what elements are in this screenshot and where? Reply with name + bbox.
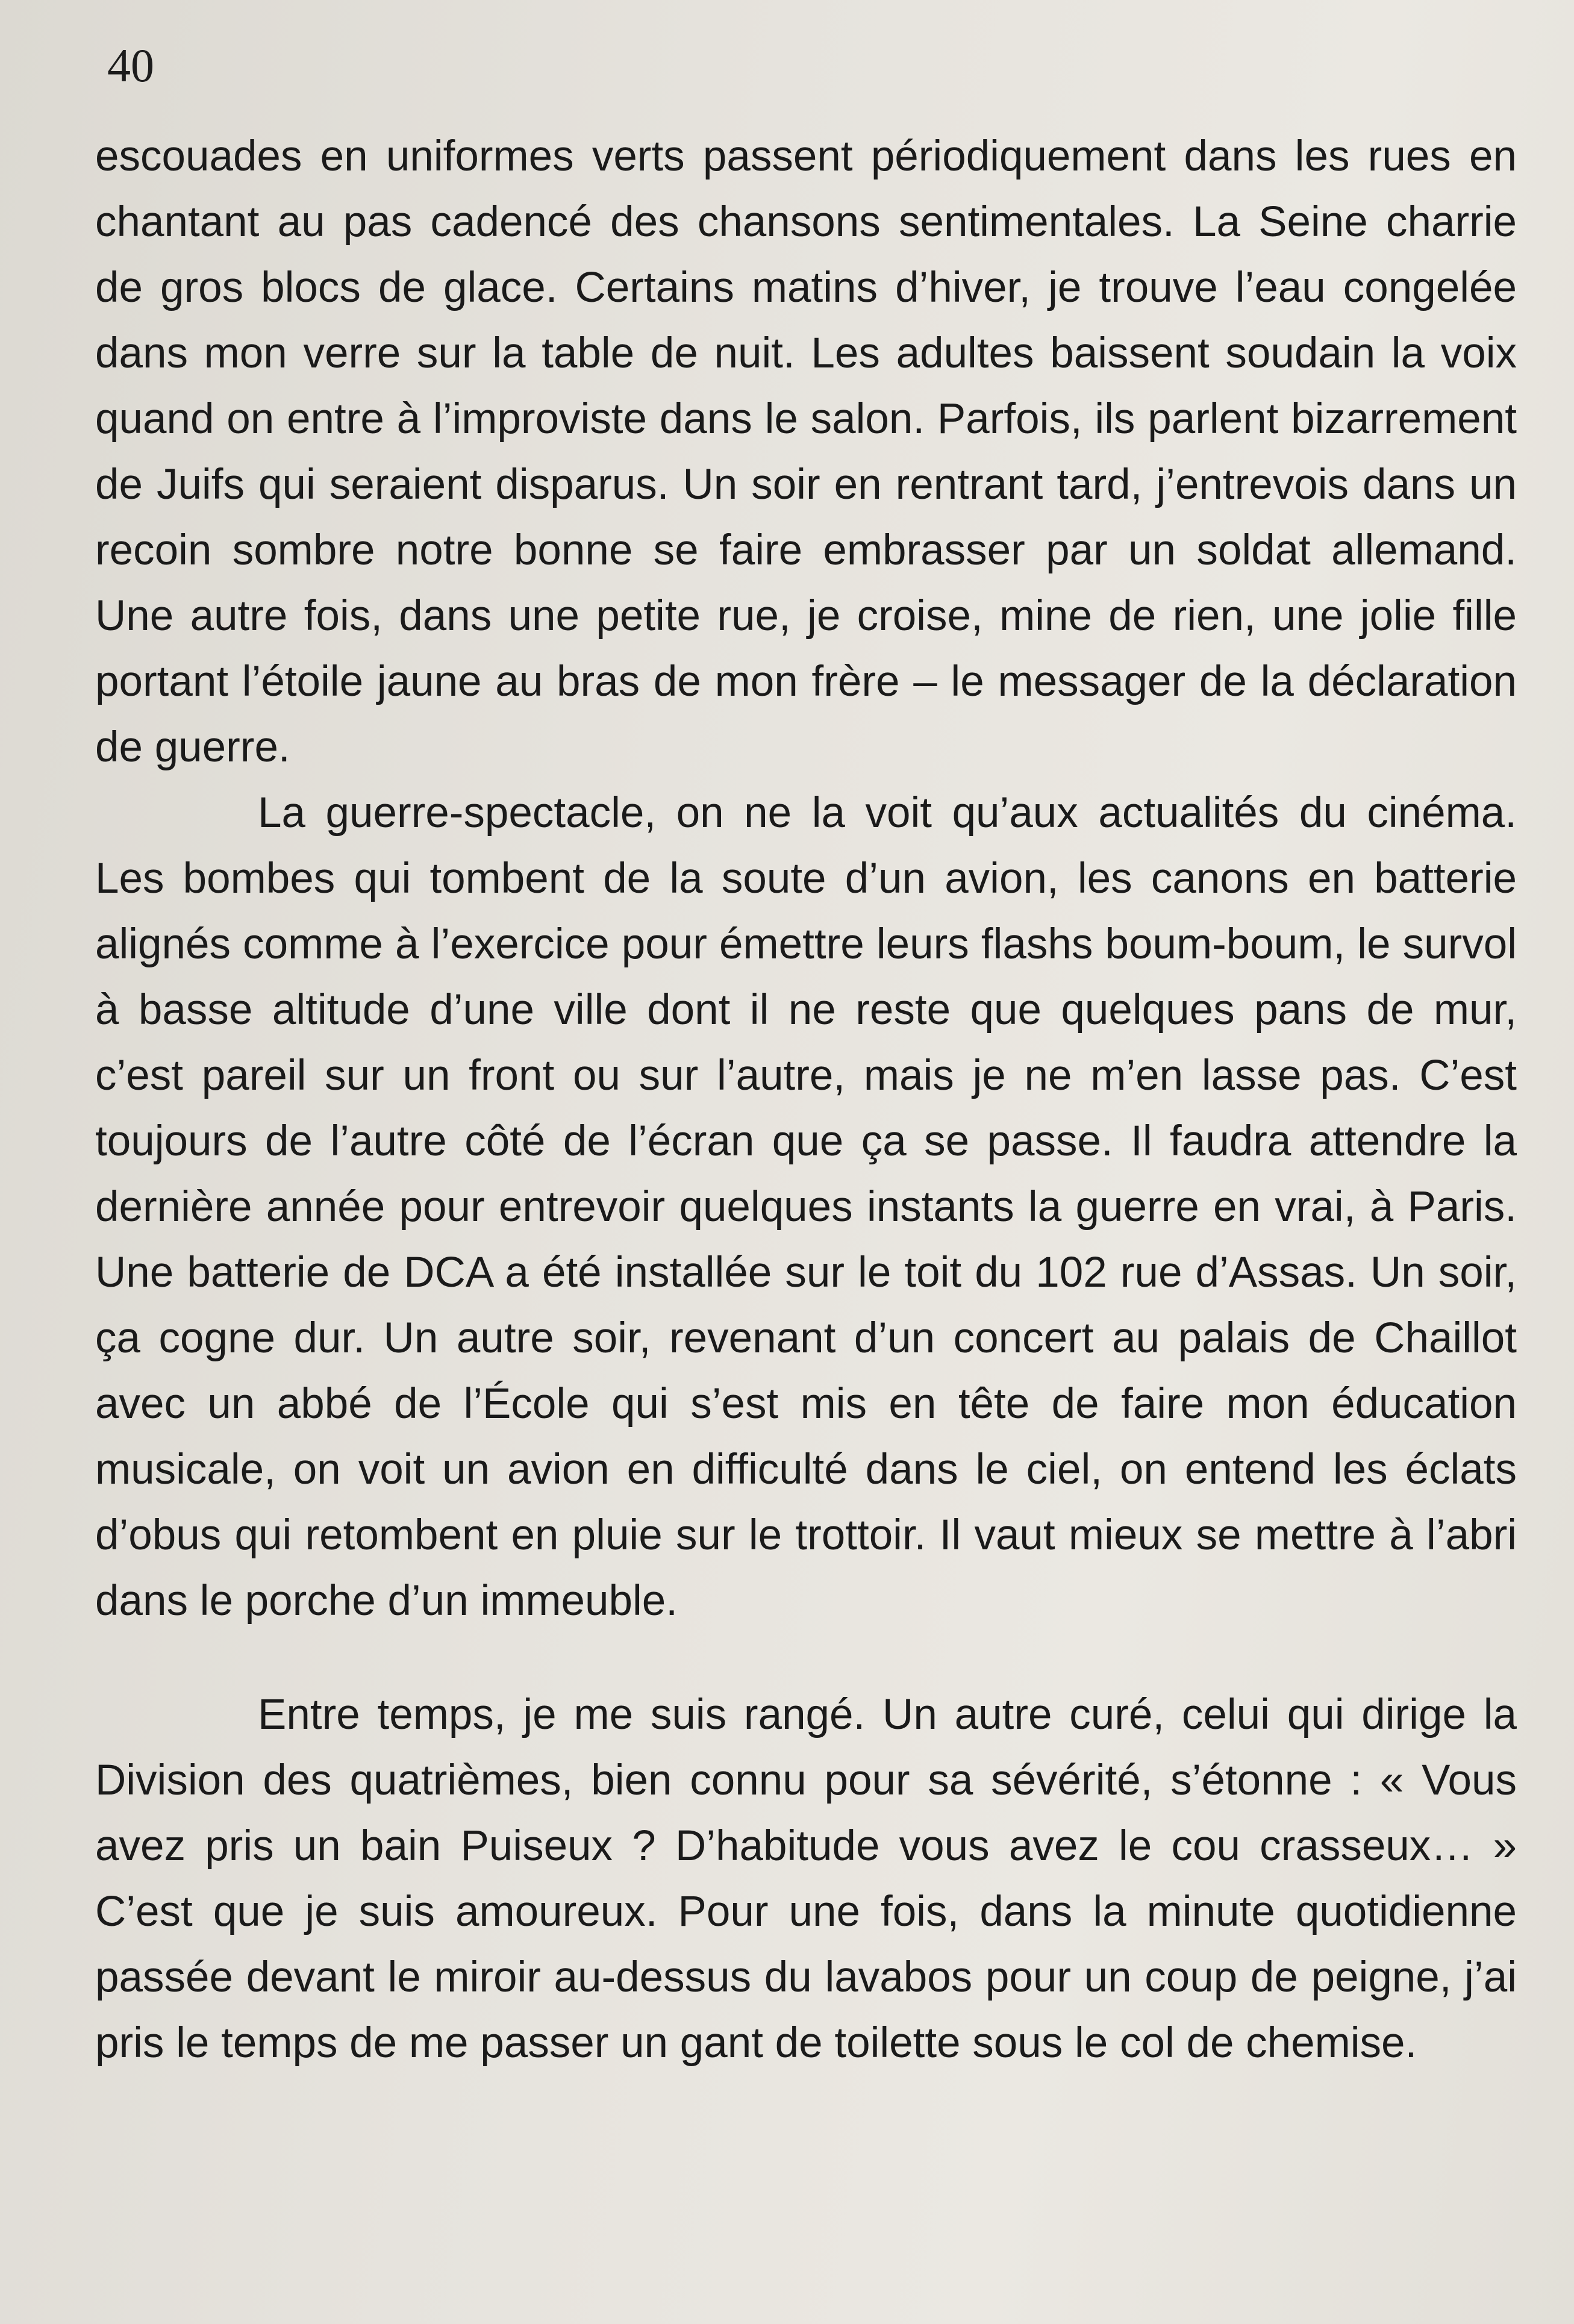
body-text [95,123,1517,2076]
page-number: 40 [107,39,154,92]
paragraph-1: escouades en uniformes verts passent périodiquement dans les rues en chantant au pas cadencé des chansons sentimentales. La Seine charrie de gros blocs de glace. Certains matins d’hiver, je trouve l’eau congelée dans mon verre sur la table de nuit. Les adultes baissent soudain la voix quand on entre à l’improviste dans le salon. Parfois, ils parlent bizarrement de Juifs qui seraient disparus. Un soir en rentrant tard, j’entrevois dans un recoin sombre notre bonne se faire embrasser par un soldat allemand. Une autre fois, dans une petite rue, je croise, mine de rien, une jolie fille portant l’étoile jaune au bras de mon frère – le messager de la déclaration de guerre. [95,133,1517,771]
paragraph-2: La guerre-spectacle, on ne la voit qu’aux actualités du cinéma. Les bombes qui tombent de la soute d’un avion, les canons en batterie alignés comme à l’exercice pour émettre leurs flashs boum-boum, le survol à basse altitude d’une ville dont il ne reste que quelques pans de mur, c’est pareil sur un front ou sur l’autre, mais je ne m’en lasse pas. C’est toujours de l’autre côté de l’écran que ça se passe. Il faudra attendre la dernière année pour entrevoir quelques instants la guerre en vrai, à Paris. Une batterie de DCA a été installée sur le toit du 102 rue d’Assas. Un soir, ça cogne dur. Un autre soir, revenant d’un concert au palais de Chaillot avec un abbé de l’École qui s’est mis en tête de faire mon éducation musicale, on voit un avion en difficulté dans le ciel, on entend les éclats d’obus qui retombent en pluie sur le trottoir. Il vaut mieux se mettre à l’abri dans le porche d’un immeuble. [95,789,1517,1625]
paragraph-3: Entre temps, je me suis rangé. Un autre curé, celui qui dirige la Division des quatrièmes, bien connu pour sa sévérité, s’étonne : « Vous avez pris un bain Puiseux ? D’habitude vous avez le cou crasseux… » C’est que je suis amoureux. Pour une fois, dans la minute quotidienne passée devant le miroir au-dessus du lavabos pour un coup de peigne, j’ai pris le temps de me passer un gant de toilette sous le col de chemise. [95,1691,1517,2067]
